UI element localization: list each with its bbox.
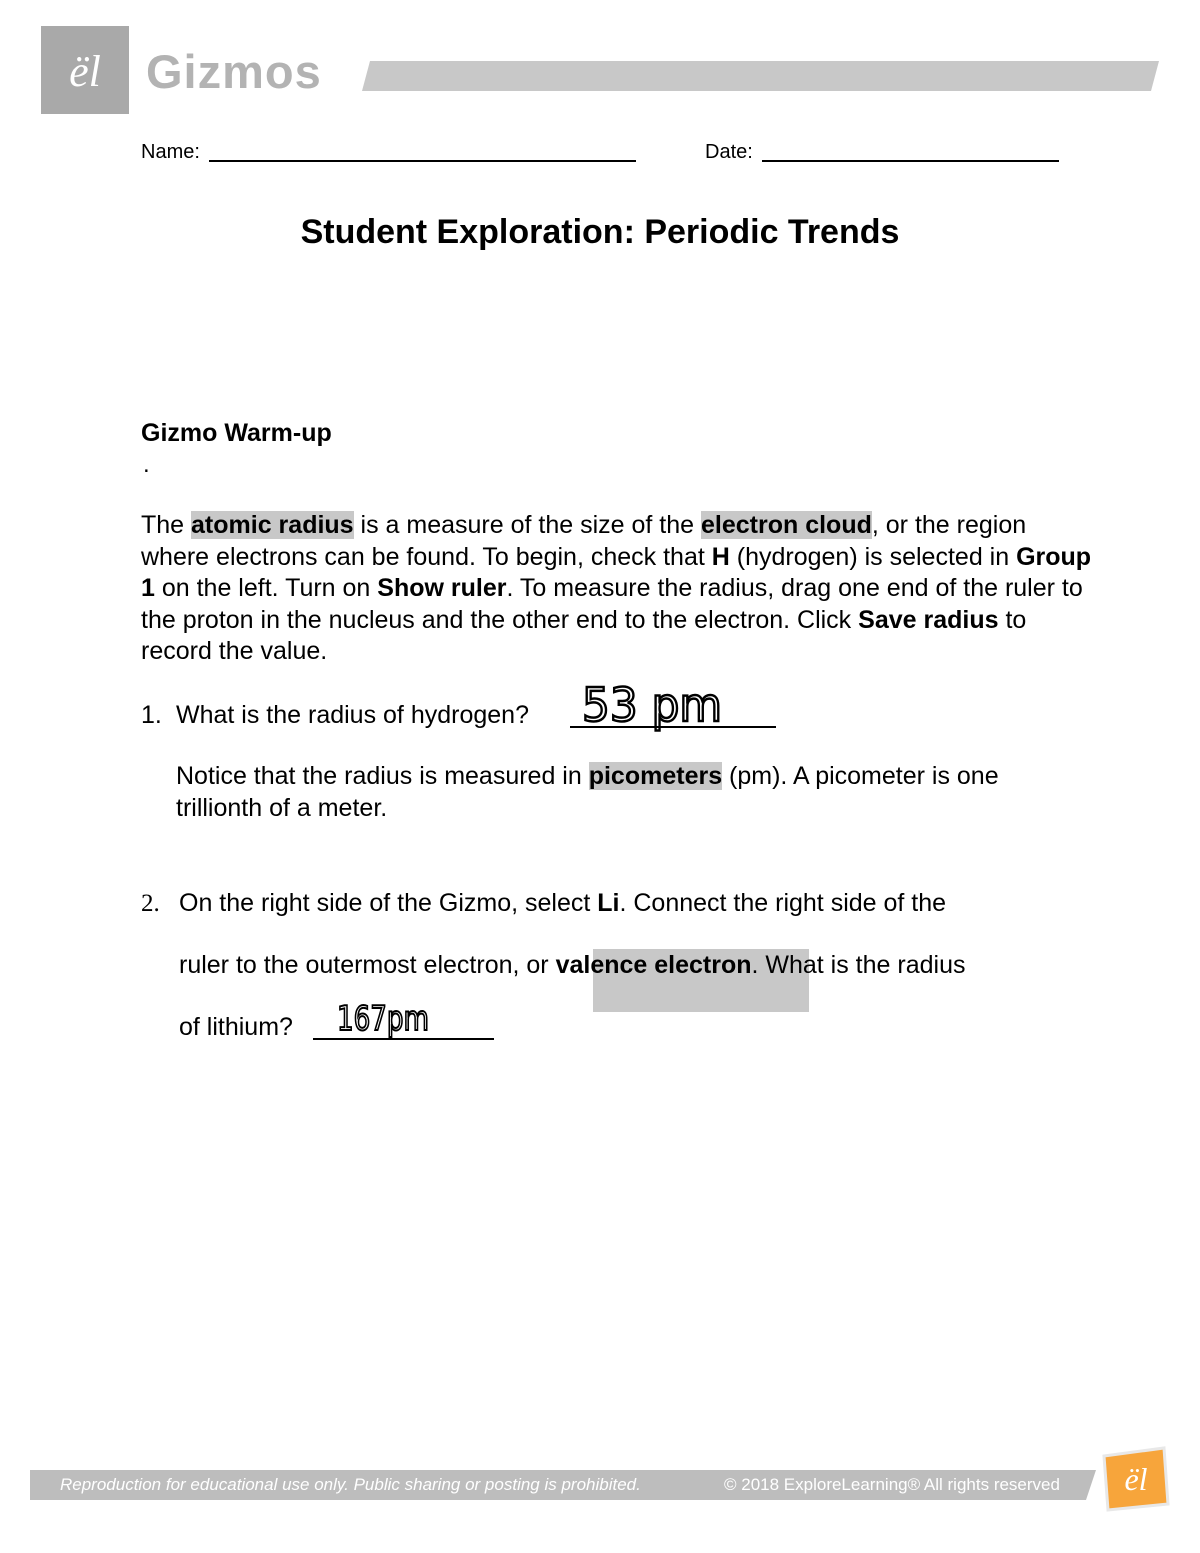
q2-line-3: of lithium? (179, 1013, 293, 1041)
intro-paragraph (141, 510, 1101, 668)
intro-text: . To measure the radius, drag one end of the ruler to the proton in the nucleus and the other end to the electron. Click (141, 574, 1083, 634)
term-electron-cloud: electron cloud (701, 511, 872, 539)
bold-group-1: Group 1 (141, 542, 1092, 602)
el-logo-icon (41, 26, 129, 114)
name-field[interactable] (209, 160, 636, 162)
q2-answer-text: 167pm (337, 999, 429, 1039)
page-title: Student Exploration: Periodic Trends (300, 213, 900, 251)
explorelearning-logo-icon (1096, 1444, 1172, 1514)
notice-text: Notice that the radius is measured in (176, 762, 589, 790)
q1-prompt: What is the radius of hydrogen? (176, 701, 529, 729)
term-picometers: picometers (588, 762, 723, 790)
date-field[interactable] (762, 160, 1059, 162)
bold-save-radius: Save radius (858, 605, 999, 634)
intro-text: is a measure of the size of the (353, 511, 701, 539)
term-atomic-radius: atomic radius (191, 511, 354, 539)
footer-copyright: © 2018 ExploreLearning® All rights reserved (724, 1475, 1060, 1494)
brand-name: Gizmos (146, 45, 322, 98)
footer-notice: Reproduction for educational use only. Public sharing or posting is prohibited. (60, 1475, 641, 1494)
date-label: Date: (705, 141, 753, 163)
section-heading: Gizmo Warm-up (141, 419, 332, 447)
gizmos-logo (41, 26, 129, 114)
name-label: Name: (141, 141, 200, 163)
header-bar (362, 61, 1159, 91)
q1-answer-text: 53 pm (582, 678, 722, 732)
intro-text: , or the region where electrons can be found. To begin, check that (141, 511, 1027, 571)
q2-line-2: ruler to the outermost electron, or valence electron. What is the radius (179, 951, 966, 979)
q2-handwritten-answer (335, 990, 435, 1046)
intro-text: The (141, 511, 192, 539)
notice-text: (pm). A picometer is one trillionth of a meter. (176, 762, 999, 822)
notice-paragraph (176, 761, 1076, 824)
intro-text: to record the value. (141, 605, 1027, 665)
logo-text: ël (69, 47, 101, 96)
intro-text: on the left. Turn on (154, 574, 378, 602)
term-valence-electron: valence electron (555, 951, 752, 979)
q1-handwritten-answer (578, 663, 728, 747)
q1-number: 1. (141, 701, 162, 729)
q2-line-1: On the right side of the Gizmo, select Li. Connect the right side of the (179, 889, 947, 917)
section-dot: . (143, 451, 150, 478)
q2-number: 2. (141, 890, 160, 917)
bold-show-ruler: Show ruler (377, 574, 507, 602)
footer-logo-text: ël (1124, 1461, 1148, 1497)
bold-li: Li (597, 889, 620, 917)
bold-h: H (711, 542, 730, 571)
intro-text: (hydrogen) is selected in (729, 542, 1017, 571)
